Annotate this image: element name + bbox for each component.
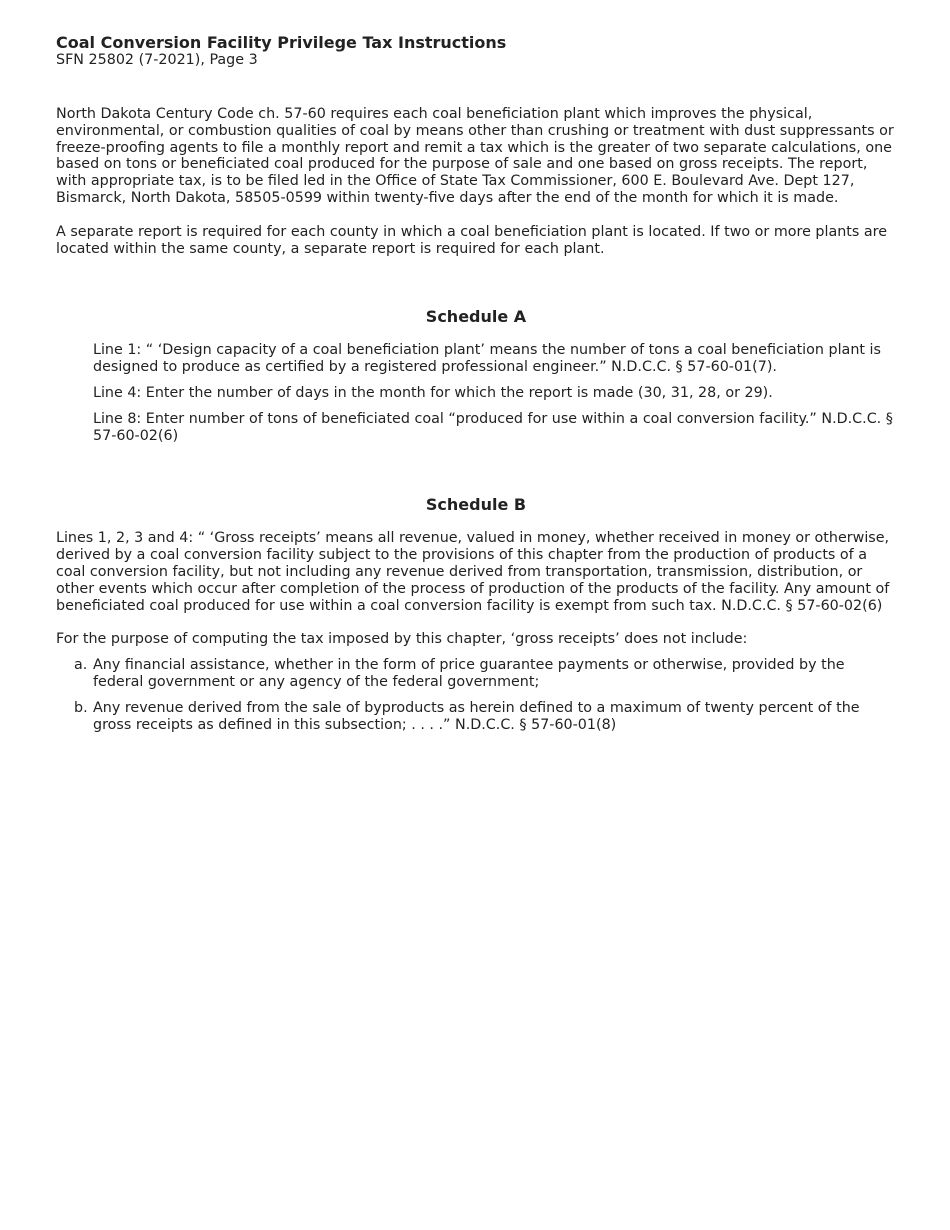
- form-number: SFN 25802 (7-2021), Page 3: [56, 52, 258, 68]
- schedule-a-instructions: [93, 342, 896, 444]
- schedule-a-line-4: Line 4: Enter the number of days in the month for which the report is made (30, 31, 28, or 29).: [93, 384, 773, 401]
- schedule-a-line-1: Line 1: “ ‘Design capacity of a coal beneficiation plant’ means the number of tons a coal beneficiation plant is designed to produce as certified by a registered professional engineer.” N.D.C.C. § 57-60-01(7).: [93, 342, 881, 376]
- schedule-b-heading: Schedule B: [425, 495, 527, 515]
- schedule-a-heading: Schedule A: [425, 307, 527, 327]
- exclusions-list: [56, 657, 896, 733]
- gross-receipts-exclusions-intro: For the purpose of computing the tax imposed by this chapter, ‘gross receipts’ does not include:: [56, 631, 748, 648]
- schedule-a-line-8: Line 8: Enter number of tons of beneficiated coal “produced for use within a coal conversion facility.” N.D.C.C. § 57-60-02(6): [93, 410, 893, 444]
- document-page: [56, 33, 896, 733]
- list-marker: a.: [74, 657, 88, 674]
- list-item: [56, 657, 896, 691]
- intro-paragraph: North Dakota Century Code ch. 57-60 requires each coal beneficiation plant which improves the physical, environmental, or combustion qualities of coal by means other than crushing or treatment with dust suppressants or freeze-proofing agents to file a monthly report and remit a tax which is the greater of two separate calculations, one based on tons or beneficiated coal produced for the purpose of sale and one based on gross receipts. The report, with appropriate tax, is to be filed led in the Office of State Tax Commissioner, 600 E. Boulevard Ave. Dept 127, Bismarck, North Dakota, 58505-0599 within twenty-five days after the end of the month for which it is made.: [56, 106, 894, 206]
- gross-receipts-definition: Lines 1, 2, 3 and 4: “ ‘Gross receipts’ means all revenue, valued in money, whether received in money or otherwise, derived by a coal conversion facility subject to the provisions of this chapter from the production of products of a coal conversion facility, but not including any revenue derived from transportation, transmission, distribution, or other events which occur after completion of the process of production of the products of the facility. Any amount of beneficiated coal produced for use within a coal conversion facility is exempt from such tax. N.D.C.C. § 57-60-02(6): [56, 530, 890, 614]
- list-item-text: Any revenue derived from the sale of byproducts as herein defined to a maximum of twenty percent of the gross receipts as defined in this subsection; . . . .” N.D.C.C. § 57-60-01(8): [93, 699, 860, 733]
- document-title: Coal Conversion Facility Privilege Tax Instructions: [56, 33, 507, 52]
- list-item: [56, 700, 896, 734]
- list-item-text: Any financial assistance, whether in the form of price guarantee payments or otherwise, provided by the federal government or any agency of the federal government;: [93, 657, 845, 690]
- separate-report-paragraph: A separate report is required for each county in which a coal beneficiation plant is located. If two or more plants are located within the same county, a separate report is required for each plant.: [56, 223, 888, 257]
- list-marker: b.: [74, 699, 88, 716]
